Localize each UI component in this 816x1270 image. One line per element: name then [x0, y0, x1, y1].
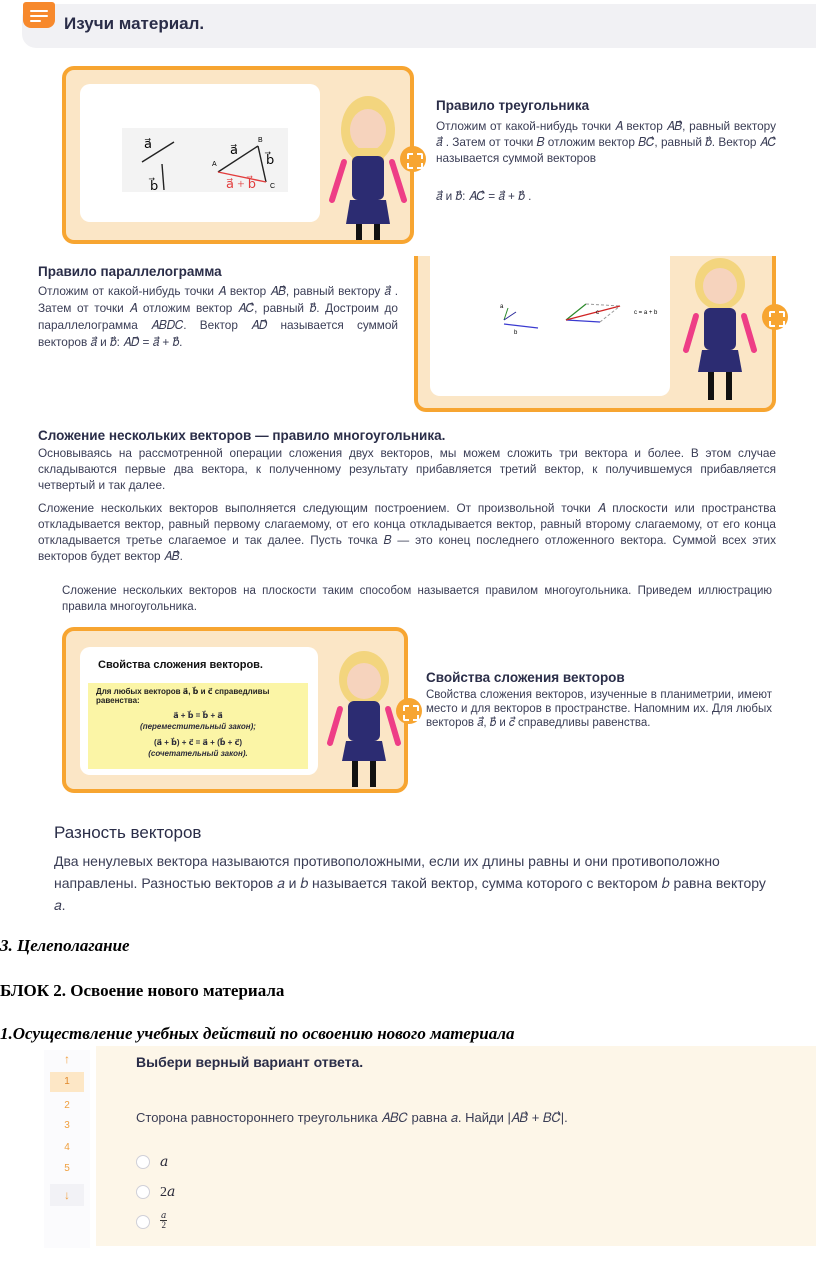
fig-b2-label: b⃗ [266, 152, 275, 167]
polygon-rule-p1: Основываясь на рассмотренной операции сложения двух векторов, мы можем сложить три вектора и более. В этом случае складываются первые два вектора, к полученному результату прибавляется третий вектор, к получившемуся прибавляется четвертый и так далее. [38, 446, 776, 492]
answer-label-1[interactable]: 𝑎 [160, 1155, 169, 1170]
difference-text: Два ненулевых вектора называются противоположными, если их длины равны и они противоположно направлены. Разностью векторов 𝑎 и 𝑏 называется такой вектор, сумма которого с вектором 𝑏 равна вектору 𝑎. [54, 853, 766, 913]
parallelogram-rule-text: Отложим от какой-нибудь точки 𝐴 вектор 𝐴𝐵⃗, равный вектору 𝑎⃗ . Затем от точки 𝐴 отложим вектор 𝐴𝐶⃗, равный 𝑏⃗. Достроим до параллелограмма 𝐴𝐵𝐷𝐶. Вектор 𝐴𝐷⃗ называется суммой векторов 𝑎⃗ и 𝑏⃗: 𝐴𝐷⃗ = 𝑎⃗ + 𝑏⃗. [38, 284, 398, 349]
doc-heading-goal: 3. Целеполагание [0, 936, 130, 955]
nav-up-arrow[interactable]: ↑ [64, 1052, 70, 1066]
parallelogram-figure [430, 256, 670, 396]
expand-icon[interactable] [762, 304, 788, 330]
triangle-rule-text: Отложим от какой-нибудь точки 𝐴 вектор 𝐴𝐵⃗, равный вектору 𝑎⃗ . Затем от точки 𝐵 отложим вектор 𝐵𝐶⃗, равный 𝑏⃗. Вектор 𝐴𝐶⃗ называется суммой векторов [436, 119, 776, 165]
frac-denominator: 2 [161, 1220, 166, 1230]
nav-item-5[interactable]: 5 [64, 1163, 70, 1174]
triangle-rule-title: Правило треугольника [436, 98, 590, 113]
fig-par-eq: c = a + b [634, 310, 658, 316]
frac-numerator: 𝑎 [161, 1210, 167, 1220]
quiz-panel [96, 1046, 816, 1246]
triangle-diagram [80, 84, 320, 222]
polygon-rule-p2: Сложение нескольких векторов выполняется следующим построением. От произвольной точки 𝐴 плоскости или пространства откладывается вектор, равный первому слагаемому, от его конца откладывается вектор, равный второму слагаемому, от его конца откладывается третье слагаемое и так далее. Пусть точка 𝐵 — это конец последнего отложенного вектора. Суммой всех этих векторов будет вектор 𝐴𝐵⃗. [38, 501, 776, 563]
question-nav [44, 1050, 90, 1248]
triangle-rule-card [62, 66, 414, 244]
law2: (a⃗ + b⃗) + c⃗ = a⃗ + (b⃗ + c⃗) [154, 738, 242, 747]
answer-radio-2[interactable] [136, 1185, 150, 1199]
page-title: Изучи материал. [64, 14, 205, 33]
expand-icon[interactable] [396, 698, 422, 724]
answer-label-2[interactable]: 2𝑎 [160, 1185, 176, 1200]
fig-par-a: a [500, 304, 504, 310]
parallelogram-diagram [430, 256, 670, 396]
nav-down-arrow[interactable]: ↓ [50, 1184, 84, 1206]
fig-a-label: a⃗ [144, 136, 152, 151]
triangle-figure [80, 84, 320, 222]
polygon-rule-p3: Сложение нескольких векторов на плоскости таким способом называется правилом многоугольника. Приведем иллюстрацию правила многоугольника. [62, 585, 772, 613]
fig-par-c: c [596, 310, 599, 316]
fig-par-b: b [514, 330, 518, 336]
polygon-rule-title: Сложение нескольких векторов — правило многоугольника. [38, 428, 446, 443]
answer-label-3[interactable] [160, 1211, 167, 1230]
properties-intro: Для любых векторов a⃗, b⃗ и c⃗ справедливы равенства: [96, 687, 270, 705]
fig-sum-label: a⃗ + b⃗ [226, 176, 257, 191]
properties-figure [80, 647, 318, 775]
teacher-character [680, 258, 760, 403]
answer-radio-1[interactable] [136, 1155, 150, 1169]
properties-box [88, 683, 308, 769]
parallelogram-rule-card [414, 256, 776, 412]
fig-point-a: A [212, 161, 217, 168]
properties-card [62, 627, 408, 793]
properties-title: Свойства сложения векторов [426, 670, 625, 685]
quiz-title: Выбери верный вариант ответа. [136, 1054, 364, 1070]
law1-name: (переместительный закон); [140, 722, 256, 731]
properties-text: Свойства сложения векторов, изученные в планиметрии, имеют место и для векторов в пространстве. Напомним их. Для любых векторов 𝑎⃗, 𝑏⃗ и 𝑐⃗ справедливы равенства. [426, 689, 772, 729]
law1: a⃗ + b⃗ = b⃗ + a⃗ [173, 711, 223, 720]
triangle-rule-formula: 𝑎⃗ и 𝑏⃗: 𝐴𝐶⃗ = 𝑎⃗ + 𝑏⃗ . [436, 189, 532, 203]
doc-heading-block: БЛОК 2. Освоение нового материала [0, 981, 285, 1000]
nav-item-4[interactable]: 4 [64, 1142, 70, 1153]
properties-card-title: Свойства сложения векторов. [98, 659, 263, 671]
fig-a2-label: a⃗ [230, 142, 238, 157]
doc-heading-actions: 1.Осуществление учебных действий по освоению нового материала [0, 1024, 515, 1043]
expand-icon[interactable] [400, 146, 426, 172]
parallelogram-rule-title: Правило параллелограмма [38, 264, 222, 279]
fig-point-b: B [258, 137, 263, 144]
difference-title: Разность векторов [54, 823, 202, 842]
nav-item-3[interactable]: 3 [64, 1120, 70, 1131]
menu-icon[interactable] [23, 2, 55, 28]
answer-radio-3[interactable] [136, 1215, 150, 1229]
fig-point-c: C [270, 183, 276, 190]
nav-item-2[interactable]: 2 [64, 1100, 70, 1111]
fig-b-label: b⃗ [150, 178, 159, 193]
teacher-character [324, 649, 404, 793]
quiz-question: Сторона равностороннего треугольника 𝐴𝐵𝐶 равна 𝑎. Найди |𝐴𝐵⃗ + 𝐵𝐶⃗|. [136, 1110, 568, 1125]
law2-name: (сочетательный закон). [148, 749, 248, 758]
nav-item-1[interactable]: 1 [50, 1072, 84, 1092]
teacher-character [328, 90, 408, 244]
